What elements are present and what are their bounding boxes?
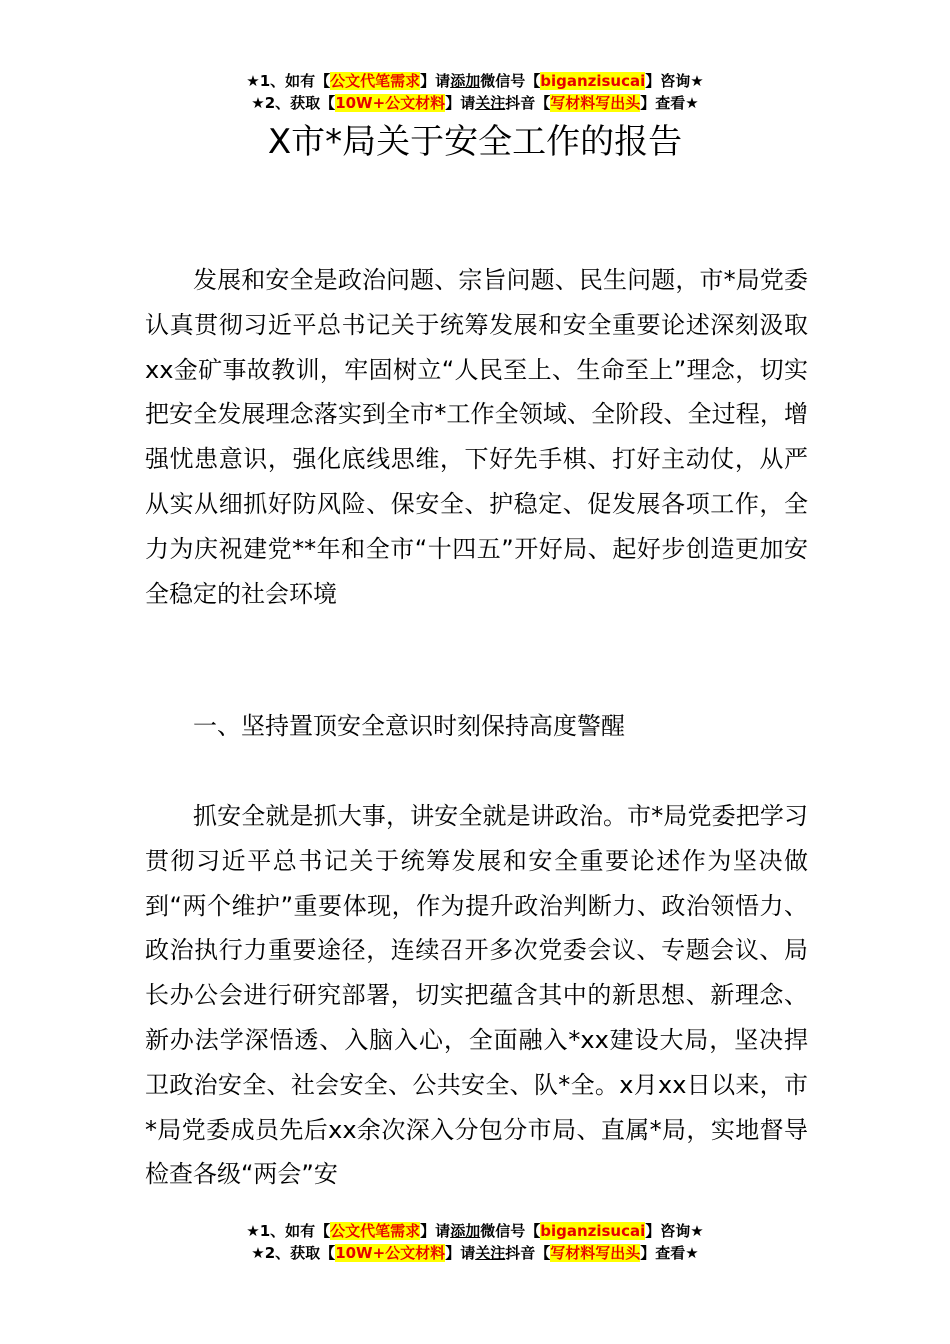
- section-body-paragraph: 抓安全就是抓大事，讲安全就是讲政治。市*局党委把学习贯彻习近平总书记关于统筹发展和安全重要论述作为坚决做到“两个维护”重要体现，作为提升政治判断力、政治领悟力、政治执行力重要途径，连续召开多次党委会议、专题会议、局长办公会进行研究部署，切实把蕴含其中的新思想、新理念、新办法学深悟透、入脑入心，全面融入*xx建设大局，坚决捍卫政治安全、社会安全、公共安全、队*全。x月xx日以来，市*局党委成员先后xx余次深入分包分市局、直属*局，实地督导检查各级“两会”安: [145, 802, 808, 1189]
- banner-highlight: biganzisucai: [540, 72, 646, 90]
- banner-highlight: 10W+公文材料: [335, 94, 446, 112]
- banner-line-2: [0, 1242, 950, 1264]
- banner-line-2: [0, 92, 950, 114]
- banner-line-1: [0, 70, 950, 92]
- banner-text: ★1、如有【: [246, 72, 331, 90]
- banner-highlight: biganzisucai: [540, 1222, 646, 1240]
- banner-line-1: [0, 1220, 950, 1242]
- header-banner: [0, 70, 950, 114]
- banner-text: 】咨询★: [645, 72, 704, 90]
- banner-underlined-text: 关注: [475, 94, 506, 112]
- banner-highlight: 公文代笔需求: [330, 72, 421, 90]
- intro-paragraph: 发展和安全是政治问题、宗旨问题、民生问题，市*局党委认真贯彻习近平总书记关于统筹发展和安全重要论述深刻汲取xx金矿事故教训，牢固树立“人民至上、生命至上”理念，切实把安全发展理念落实到全市*工作全领域、全阶段、全过程，增强忧患意识，强化底线思维，下好先手棋、打好主动仗，从严从实从细抓好防风险、保安全、护稳定、促发展各项工作，全力为庆祝建党**年和全市“十四五”开好局、起好步创造更加安全稳定的社会环境: [145, 266, 808, 608]
- banner-text: 】咨询★: [645, 1222, 704, 1240]
- document-title: X市*局关于安全工作的报告: [267, 122, 683, 162]
- banner-underlined-text: 添加: [450, 1222, 481, 1240]
- banner-text: ★2、获取【: [251, 1244, 336, 1262]
- section-heading: 一、坚持置顶安全意识时刻保持高度警醒: [193, 712, 625, 740]
- banner-text: 】请: [420, 1222, 451, 1240]
- banner-highlight: 公文代笔需求: [330, 1222, 421, 1240]
- banner-text: ★2、获取【: [251, 94, 336, 112]
- banner-text: 】查看★: [640, 94, 699, 112]
- banner-underlined-text: 添加: [450, 72, 481, 90]
- banner-text: 抖音【: [505, 1244, 551, 1262]
- banner-text: 微信号【: [480, 72, 541, 90]
- banner-highlight: 10W+公文材料: [335, 1244, 446, 1262]
- banner-text: 】查看★: [640, 1244, 699, 1262]
- banner-text: 抖音【: [505, 94, 551, 112]
- banner-underlined-text: 关注: [475, 1244, 506, 1262]
- banner-highlight: 写材料写出头: [550, 1244, 641, 1262]
- banner-text: 】请: [445, 1244, 476, 1262]
- banner-text: ★1、如有【: [246, 1222, 331, 1240]
- footer-banner: [0, 1220, 950, 1264]
- banner-text: 微信号【: [480, 1222, 541, 1240]
- banner-highlight: 写材料写出头: [550, 94, 641, 112]
- banner-text: 】请: [445, 94, 476, 112]
- banner-text: 】请: [420, 72, 451, 90]
